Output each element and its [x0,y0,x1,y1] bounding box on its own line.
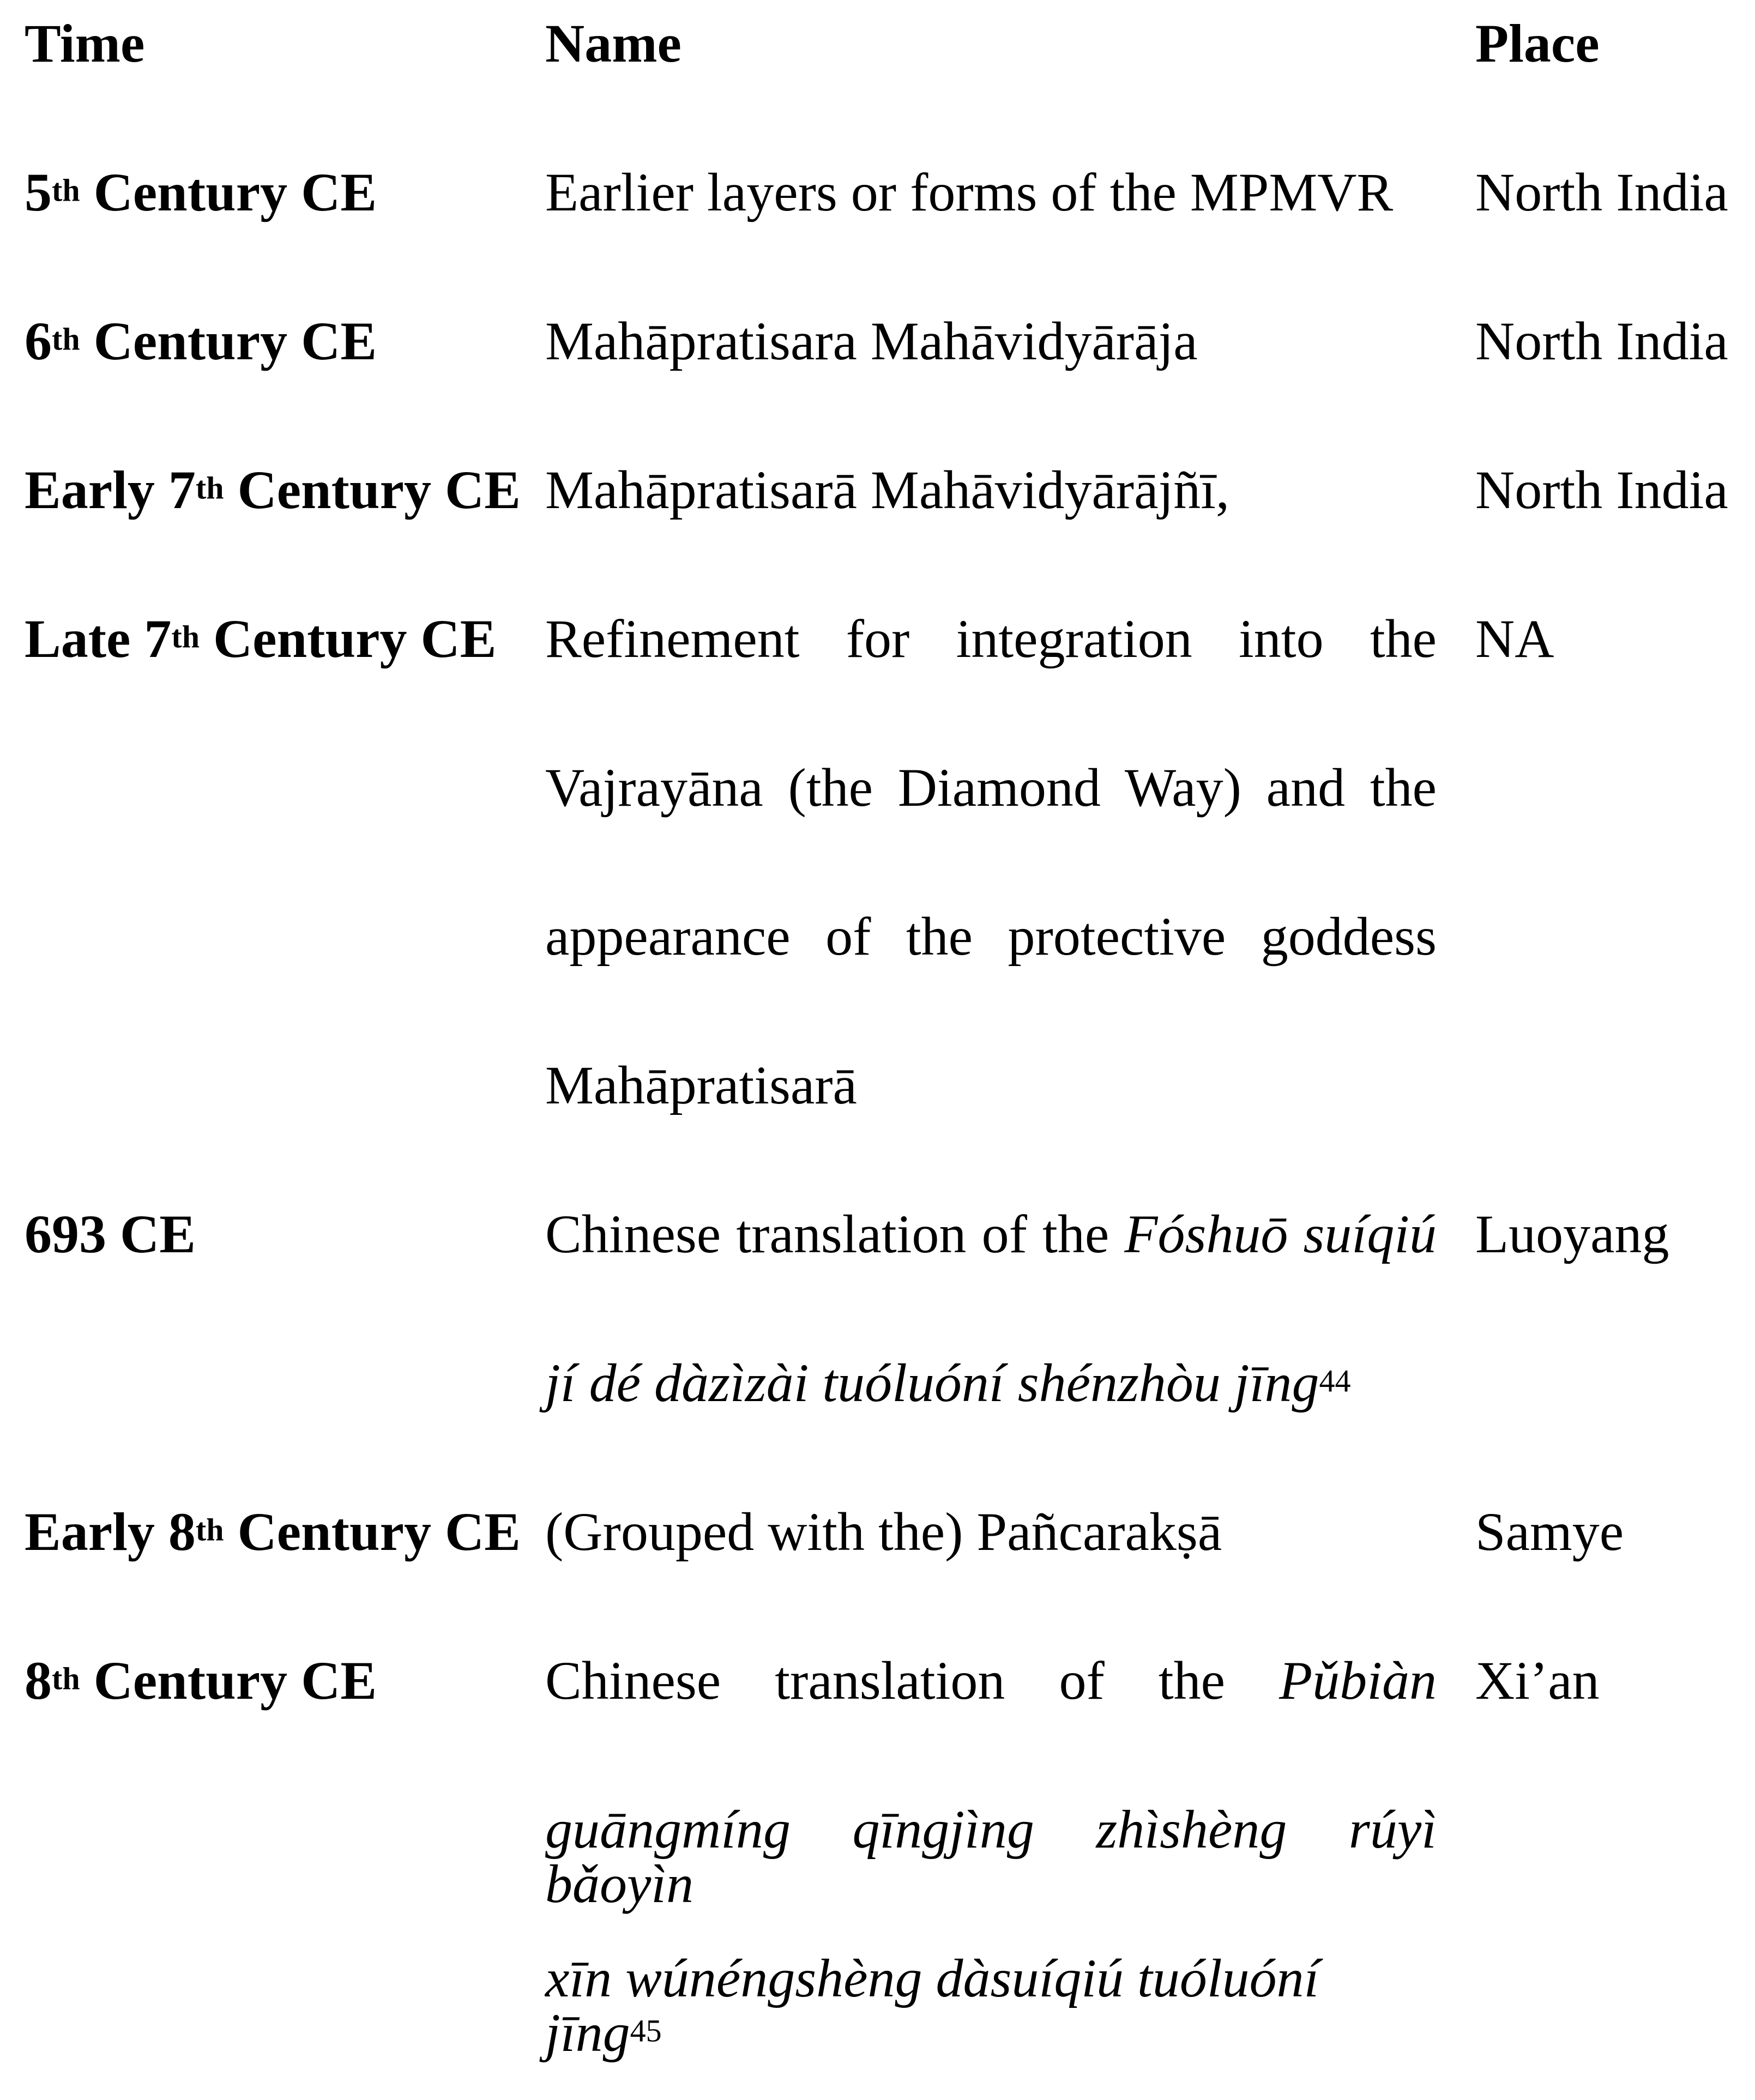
time-cell [25,1204,545,1264]
name-cell [545,906,1475,967]
table-row-continuation [0,1353,1755,1505]
table-row-continuation [0,757,1755,909]
cell-text: Century CE [224,1501,521,1562]
table-row [0,1501,1755,1654]
table-body [0,162,1755,2100]
timeline-table [0,13,1755,2100]
time-cell [25,1650,545,1711]
cell-text: 5 [25,162,52,222]
table-row [0,311,1755,463]
cell-text: 8 [25,1650,52,1711]
table-header-row [0,13,1755,165]
table-row [0,608,1755,761]
superscript-text: th [195,1512,224,1548]
cell-text: Early 8 [25,1501,196,1562]
name-cell [545,1948,1475,2063]
table-row [0,460,1755,612]
table-row-continuation [0,1799,1755,1951]
place-cell: Xi’an [1475,1650,1600,1711]
cell-text: Refinement for integration into the [545,608,1437,669]
table-row [0,1204,1755,1356]
superscript-text: th [195,470,224,506]
time-cell [25,162,545,222]
cell-text: Early 7 [25,460,196,520]
cell-text: appearance of the protective goddess [545,906,1437,967]
cell-text: (Grouped with the) Pañcarakṣā [545,1501,1222,1562]
italic-title-text: Pǔbiàn [1279,1650,1437,1711]
italic-title-text: guāngmíng qīngjìng zhìshèng rúyì bǎoyìn [545,1799,1437,1914]
cell-text: Chinese translation of the [545,1204,1125,1264]
place-cell: North India [1475,311,1728,371]
cell-text: Late 7 [25,608,172,669]
name-cell [545,1204,1475,1264]
cell-text: Century CE [199,608,497,669]
italic-title-text: Fóshuō suíqiú [1124,1204,1437,1264]
cell-text: 6 [25,311,52,371]
place-cell: NA [1475,608,1554,669]
time-cell [25,311,545,371]
superscript-text: th [171,619,200,655]
superscript-text: 44 [1319,1363,1351,1399]
name-cell [545,1799,1475,1914]
cell-text: Mahāpratisara Mahāvidyārāja [545,311,1198,371]
column-header-place: Place [1475,13,1600,74]
superscript-text: th [52,1661,80,1697]
table-row [0,1650,1755,1802]
cell-text: Vajrayāna (the Diamond Way) and the [545,757,1437,818]
italic-title-text: xīn wúnéngshèng dàsuíqiú tuóluóní jīng [545,1948,1319,2063]
superscript-text: th [52,321,80,357]
cell-text: Chinese translation of the [545,1650,1280,1711]
column-header-time: Time [25,13,145,74]
name-cell [545,460,1475,520]
time-cell [25,1501,545,1562]
table-row-continuation [0,1055,1755,1207]
cell-text: Earlier layers or forms of the MPMVR [545,162,1394,222]
name-cell [545,757,1475,818]
italic-title-text: jí dé dàzìzài tuóluóní shénzhòu jīng [545,1353,1319,1413]
name-cell [545,162,1475,222]
name-cell [545,608,1475,669]
superscript-text: th [52,172,80,208]
cell-text: Mahāpratisarā Mahāvidyārājñī, [545,460,1230,520]
name-cell [545,1650,1475,1711]
cell-text: Century CE [80,1650,377,1711]
superscript-text: 45 [630,2013,662,2049]
name-cell [545,1501,1475,1562]
column-header-name: Name [545,13,682,74]
place-cell: Samye [1475,1501,1624,1562]
name-cell [545,311,1475,371]
place-cell: Luoyang [1475,1204,1669,1264]
place-cell: North India [1475,162,1728,222]
table-row-continuation [0,1948,1755,2100]
cell-text: 693 CE [25,1204,196,1264]
cell-text: Century CE [224,460,521,520]
name-cell [545,1353,1475,1413]
table-row [0,162,1755,314]
time-cell [25,460,545,520]
table-row-continuation [0,906,1755,1058]
cell-text: Century CE [80,162,377,222]
name-cell [545,1055,1475,1115]
place-cell: North India [1475,460,1728,520]
time-cell [25,608,545,669]
cell-text: Mahāpratisarā [545,1055,857,1115]
cell-text: Century CE [80,311,377,371]
